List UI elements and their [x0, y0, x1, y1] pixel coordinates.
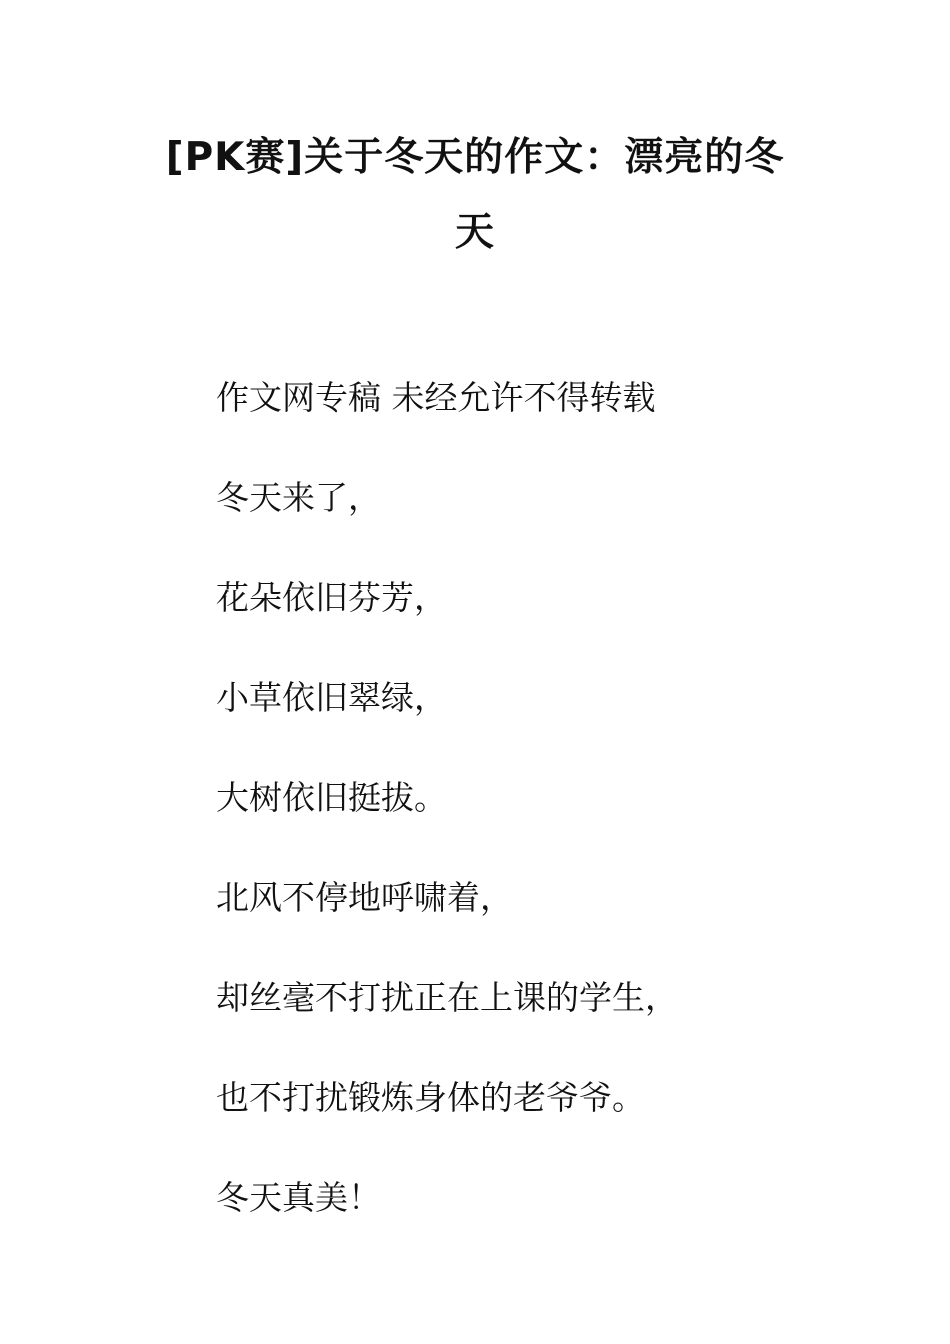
paragraph: 大树依旧挺拔。 — [216, 778, 447, 817]
paragraph: 冬天来了， — [216, 478, 381, 517]
paragraph: 花朵依旧芬芳， — [216, 578, 447, 617]
paragraph: 也不打扰锻炼身体的老爷爷。 — [216, 1078, 645, 1117]
paragraph: 小草依旧翠绿， — [216, 678, 447, 717]
title-line-1: [PK赛]关于冬天的作文：漂亮的冬 — [165, 135, 785, 180]
paragraph: 冬天真美！ — [216, 1178, 381, 1217]
paragraph: 却丝毫不打扰正在上课的学生， — [216, 978, 678, 1017]
document-title — [150, 120, 800, 270]
document-body — [216, 372, 856, 1272]
paragraph: 作文网专稿 未经允许不得转载 — [216, 378, 656, 417]
title-line-2: 天 — [454, 210, 495, 255]
paragraph: 北风不停地呼啸着， — [216, 878, 513, 917]
